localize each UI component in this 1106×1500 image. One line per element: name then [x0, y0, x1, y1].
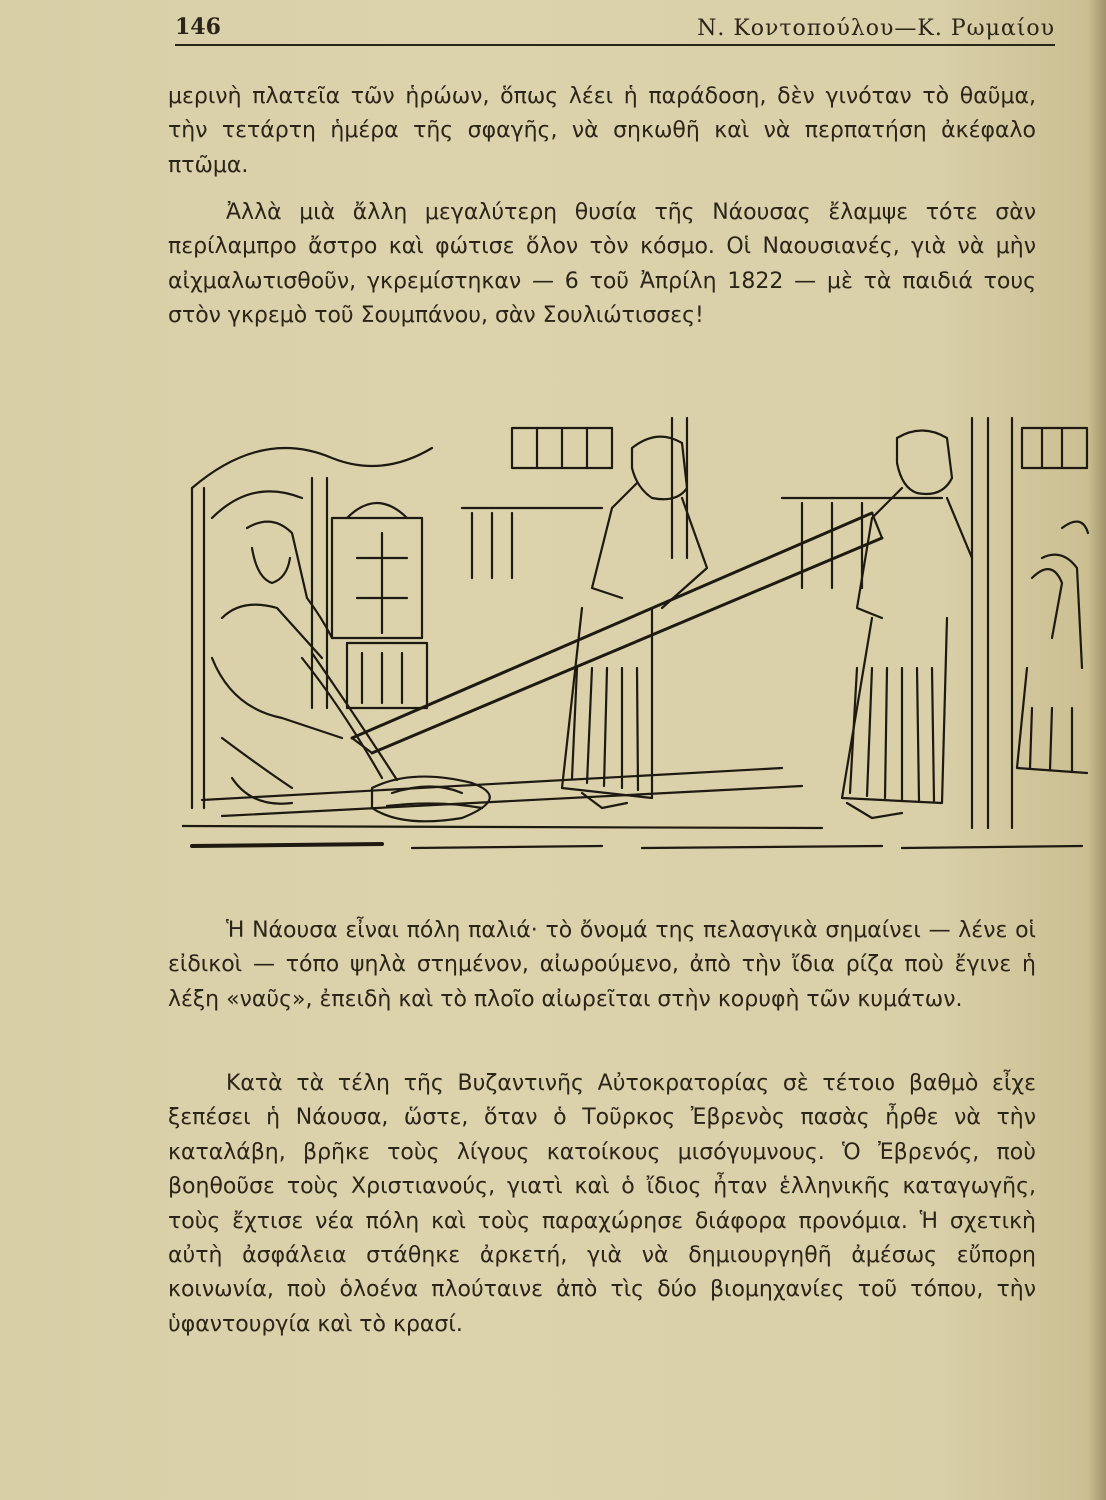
page-header	[175, 14, 1055, 46]
weaving-illustration	[182, 408, 1090, 860]
paragraph-4: Κατὰ τὰ τέλη τῆς Βυζαντινῆς Αὐτοκρατορίας σὲ τέτοιο βαθμὸ εἶχε ξεπέσει ἡ Νάουσα, ὥστε, ὅταν ὁ Τοῦρκος Ἐβρενὸς πασὰς ἦρθε νὰ τὴν καταλάβη, βρῆκε τοὺς λίγους κατοίκους μισόγυμνους. Ὁ Ἐβρενός, ποὺ βοηθοῦσε τοὺς Χριστιανούς, γιατὶ καὶ ὁ ἴδιος ἦταν ἑλληνικῆς καταγωγῆς, τοὺς ἔχτισε νέα πόλη καὶ τοὺς παραχώρησε διάφορα προνόμια. Ἡ σχετικὴ αὐτὴ ἀσφάλεια στάθηκε ἀρκετή, γιὰ νὰ δημιουργηθῆ ἀμέσως εὔπορη κοινωνία, ποὺ ὁλοένα πλούταινε ἀπὸ τὶς δύο βιομηχανίες τοῦ τόπου, τὴν ὑφαντουργία καὶ τὸ κρασί.	[168, 1071, 1036, 1337]
paragraph-2: Ἀλλὰ μιὰ ἄλλη μεγαλύτερη θυσία τῆς Νάουσας ἔλαμψε τότε σὰν περίλαμπρο ἄστρο καὶ φώτισε ὅλον τὸν κόσμο. Οἱ Ναουσιανές, γιὰ νὰ μὴν αἰχμαλωτισθοῦν, γκρεμίστηκαν — 6 τοῦ Ἀπρίλη 1822 — μὲ τὰ παιδιά τους στὸν γκρεμὸ τοῦ Σουμπάνου, σὰν Σουλιώτισσες!	[168, 200, 1036, 329]
paragraph-1: μερινὴ πλατεῖα τῶν ἡρώων, ὅπως λέει ἡ παράδοση, δὲν γινόταν τὸ θαῦμα, τὴν τετάρτη ἡμέρα τῆς σφαγῆς, νὰ σηκωθῆ καὶ νὰ περπατήση ἀκέφαλο πτῶμα.	[168, 84, 1036, 178]
illustration-drawing	[182, 408, 1090, 860]
page-number: 146	[175, 14, 221, 40]
header-rule	[175, 44, 1055, 46]
paragraph-3: Ἡ Νάουσα εἶναι πόλη παλιά· τὸ ὄνομά της πελασγικὰ σημαίνει — λένε οἱ εἰδικοὶ — τόπο ψηλὰ στημένον, αἰωρούμενο, ἀπὸ τὴν ἴδια ρίζα ποὺ ἔγινε ἡ λέξη «ναῦς», ἐπειδὴ καὶ τὸ πλοῖο αἰωρεῖται στὴν κορυφὴ τῶν κυμάτων.	[168, 918, 1036, 1012]
running-head: Ν. Κοντοπούλου—Κ. Ρωμαίου	[697, 16, 1055, 41]
page-edge-shadow	[1088, 0, 1106, 1500]
